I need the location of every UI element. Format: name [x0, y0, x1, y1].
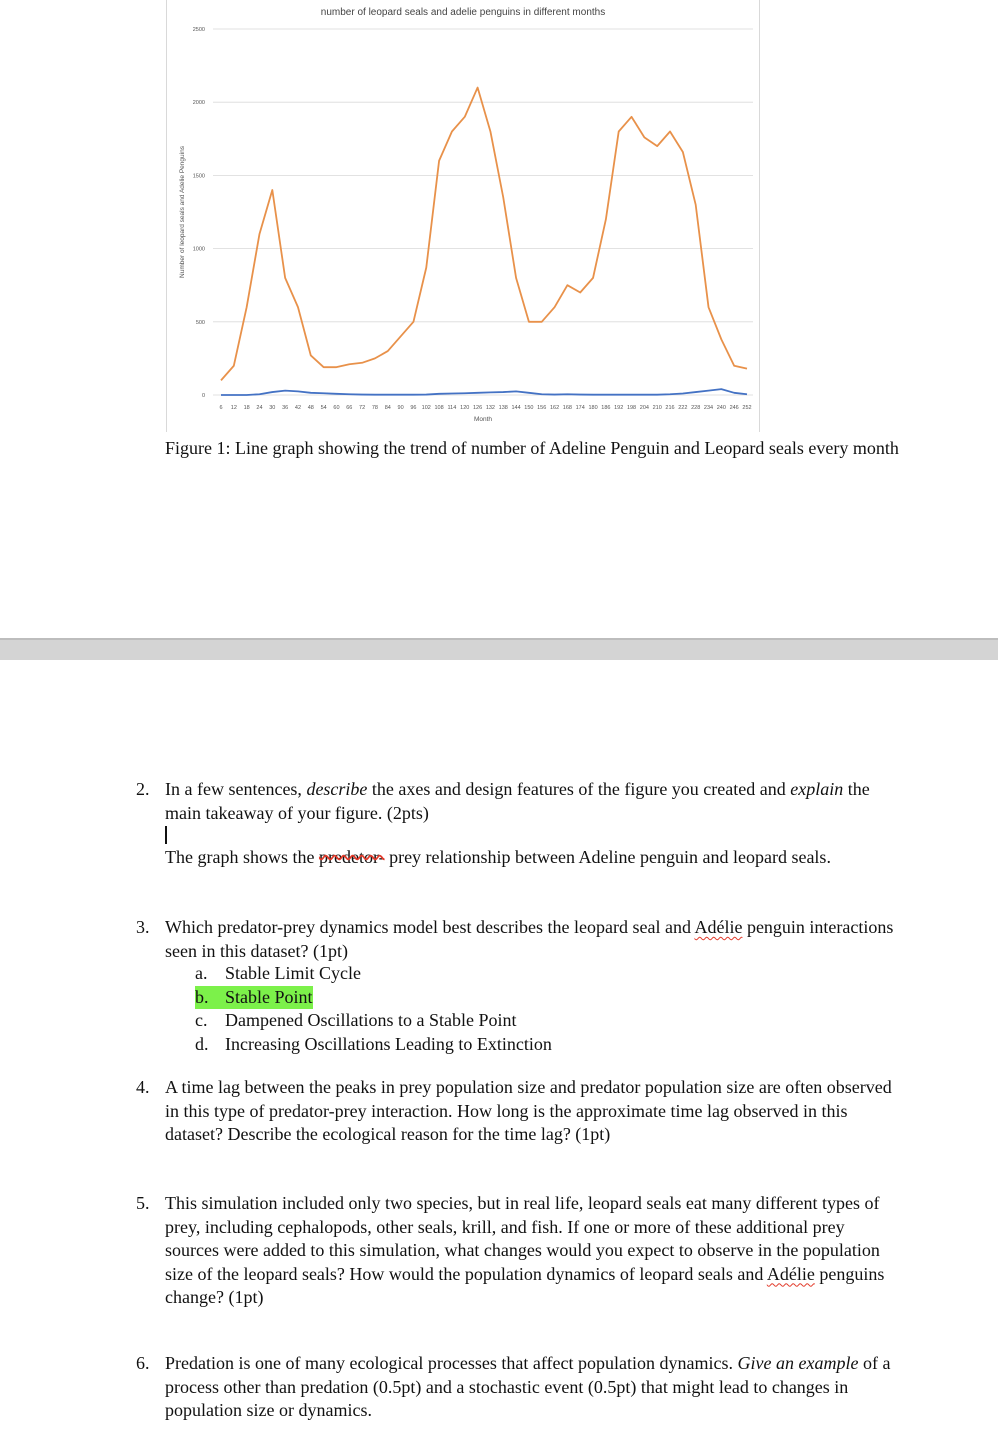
x-tick-label: 198 [626, 405, 637, 411]
x-tick-label: 234 [703, 405, 714, 411]
spelling-error: predetor- [318, 847, 385, 867]
x-tick-label: 36 [282, 405, 289, 411]
question-6 [136, 1352, 896, 1423]
option-a[interactable]: a. Stable Limit Cycle [195, 963, 361, 983]
series-lines [221, 88, 747, 395]
x-tick-label: 138 [498, 405, 508, 411]
x-tick-label: 186 [601, 405, 611, 411]
x-tick-label: 42 [294, 405, 302, 411]
page-divider [0, 638, 998, 660]
x-tick-label: 6 [219, 405, 223, 411]
x-tick-label: 66 [346, 405, 353, 411]
x-tick-label: 12 [230, 405, 237, 411]
gridlines [213, 29, 753, 395]
question-text: Which predator-prey dynamics model best describes the leopard seal and Adélie penguin interactions seen in this dataset? (1pt) [165, 917, 894, 961]
figure-caption: Figure 1: Line graph showing the trend of number of Adeline Penguin and Leopard seals every month [165, 438, 899, 458]
chart-title: number of leopard seals and adelie penguins in different months [320, 7, 606, 18]
question-text: Predation is one of many ecological processes that affect population dynamics. Give an example of a process other than predation (0.5pt) and a stochastic event (0.5pt) that might lead to changes in population size or dynamics. [165, 1353, 891, 1420]
question-2 [136, 778, 896, 825]
question-text: In a few sentences, describe the axes and design features of the figure you created and explain the main takeaway of your figure. (2pts) [165, 779, 870, 823]
question-text: A time lag between the peaks in prey population size and predator population size are often observed in this type of predator-prey interaction. How long is the approximate time lag observed in this dataset? Describe the ecological reason for the time lag? (1pt) [165, 1077, 892, 1144]
x-tick-label: 150 [524, 405, 534, 411]
x-tick-label: 252 [742, 405, 752, 411]
x-tick-label: 18 [243, 405, 250, 411]
question-number: 2. [136, 779, 150, 799]
question-number: 4. [136, 1077, 150, 1097]
x-tick-label: 162 [549, 405, 560, 411]
y-axis-label: Number of leopard seals and Adelie Penguins [179, 146, 186, 278]
question-number: 3. [136, 917, 150, 937]
x-tick-label: 30 [269, 405, 276, 411]
x-tick-label: 216 [665, 405, 675, 411]
spelling-error: Adélie [766, 1263, 815, 1284]
question-number: 6. [136, 1353, 150, 1373]
text-cursor [165, 826, 167, 844]
x-tick-label: 180 [588, 405, 598, 411]
series-line-1 [221, 88, 747, 381]
question-text: This simulation included only two species, but in real life, leopard seals eat many different types of prey, including cephalopods, other seals, krill, and fish. If one or more of these additional prey sources were added to this simulation, what changes would you expect to observe in the population size of the leopard seals? How would the population dynamics of leopard seals and Adélie penguins change? (1pt) [165, 1193, 885, 1307]
x-tick-label: 108 [434, 405, 444, 411]
x-tick-label: 210 [652, 405, 662, 411]
x-tick-label: 114 [447, 405, 457, 411]
x-tick-label: 204 [639, 405, 649, 411]
x-tick-label: 84 [384, 405, 391, 411]
answer-text[interactable]: The graph shows the predetor- prey relationship between Adeline penguin and leopard seals. [165, 847, 831, 867]
x-tick-label: 228 [691, 405, 701, 411]
option-c[interactable]: c. Dampened Oscillations to a Stable Point [195, 1010, 517, 1030]
x-tick-label: 174 [575, 405, 585, 411]
x-tick-label: 240 [716, 405, 726, 411]
x-tick-label: 222 [678, 405, 688, 411]
x-tick-label: 24 [256, 405, 263, 411]
x-tick-label: 156 [537, 405, 547, 411]
y-tick-label: 2000 [192, 100, 205, 107]
x-tick-label: 90 [397, 405, 404, 411]
x-tick-label: 78 [371, 405, 379, 411]
y-tick-label: 500 [195, 319, 205, 326]
option-b-selected[interactable]: b. Stable Point [195, 986, 552, 1010]
y-tick-label: 0 [201, 393, 205, 399]
x-tick-label: 72 [359, 405, 366, 411]
x-tick-label: 120 [460, 405, 470, 411]
x-tick-label: 192 [614, 405, 624, 411]
x-tick-label: 48 [307, 405, 314, 411]
x-tick-label: 168 [562, 405, 572, 411]
option-d[interactable]: d. Increasing Oscillations Leading to Extinction [195, 1033, 552, 1054]
question-5 [136, 1192, 896, 1310]
x-tick-label: 54 [320, 405, 327, 411]
question-3 [136, 916, 896, 963]
y-tick-label: 2500 [192, 27, 205, 33]
x-axis-label: Month [473, 416, 493, 423]
x-tick-labels [219, 405, 751, 411]
y-tick-label: 1500 [192, 173, 205, 180]
question-number: 5. [136, 1193, 150, 1213]
x-tick-label: 96 [410, 405, 417, 411]
spelling-error: Adélie [694, 917, 743, 937]
y-tick-label: 1000 [192, 246, 205, 253]
x-tick-label: 132 [485, 405, 496, 411]
x-tick-label: 126 [472, 405, 483, 411]
chart-frame [166, 0, 760, 432]
series-line-2 [221, 389, 747, 395]
line-chart [167, 0, 759, 432]
x-tick-label: 60 [333, 405, 340, 411]
question-4 [136, 1076, 896, 1147]
x-tick-label: 102 [421, 405, 431, 411]
y-tick-labels [193, 27, 205, 399]
options-list [195, 962, 552, 1056]
x-tick-label: 246 [729, 405, 739, 411]
x-tick-label: 144 [511, 405, 521, 411]
